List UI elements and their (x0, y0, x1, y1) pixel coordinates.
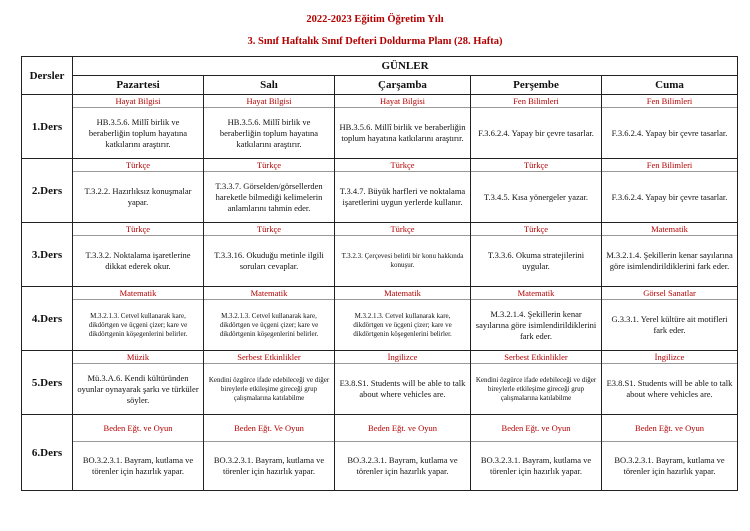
plan-cell (73, 287, 204, 351)
plan-cell (602, 95, 738, 159)
subject-label: Beden Eğt. Ve Oyun (204, 415, 334, 442)
subject-label: Hayat Bilgisi (73, 95, 203, 108)
outcome-text: T.3.4.7. Büyük harfleri ve noktalama işaretlerini uygun yerlerde kullanır. (339, 186, 466, 207)
plan-cell (204, 351, 335, 415)
plan-title: 3. Sınıf Haftalık Sınıf Defteri Doldurma Planı (28. Hafta) (247, 36, 503, 47)
day-header-wednesday: Çarşamba (335, 76, 471, 95)
subject-label: İngilizce (602, 351, 737, 364)
plan-cell (204, 223, 335, 287)
outcome-text: F.3.6.2.4. Yapay bir çevre tasarlar. (478, 127, 594, 138)
day-header-thursday: Perşembe (471, 76, 602, 95)
plan-cell (335, 287, 471, 351)
plan-cell (73, 223, 204, 287)
plan-cell (73, 351, 204, 415)
subject-label: Türkçe (204, 159, 334, 172)
subject-label: Serbest Etkinlikler (204, 351, 334, 364)
plan-cell (204, 287, 335, 351)
subject-label: Matematik (335, 287, 470, 300)
lesson-row (22, 223, 738, 287)
subject-label: Fen Bilimleri (471, 95, 601, 108)
outcome-text: E3.8.S1. Students will be able to talk about where vehicles are. (606, 378, 733, 399)
subject-label: Müzik (73, 351, 203, 364)
plan-cell (335, 351, 471, 415)
subject-label: Matematik (73, 287, 203, 300)
outcome-text: T.3.3.7. Görselden/görsellerden hareketle bilmediği kelimelerin anlamlarını tahmin eder. (215, 180, 323, 213)
plan-cell (471, 95, 602, 159)
lessons-header: Dersler (22, 57, 73, 95)
lesson-row (22, 351, 738, 415)
subject-label: Türkçe (335, 223, 470, 236)
plan-cell (602, 415, 738, 491)
lesson-row (22, 287, 738, 351)
outcome-text: M.3.2.1.3. Cetvel kullanarak kare, dikdörtgen ve üçgeni çizer; kare ve dikdörtgenin köşegenlerini belirler. (219, 311, 319, 338)
outcome-text: Mü.3.A.6. Kendi kültüründen oyunlar oynayarak şarkı ve türküler söyler. (77, 372, 199, 405)
plan-cell (73, 159, 204, 223)
plan-cell (204, 95, 335, 159)
subject-label: Matematik (204, 287, 334, 300)
plan-cell (471, 159, 602, 223)
outcome-text: BO.3.2.3.1. Bayram, kutlama ve törenler için hazırlık yapar. (614, 455, 725, 476)
plan-body (22, 95, 738, 491)
outcome-text: F.3.6.2.4. Yapay bir çevre tasarlar. (611, 127, 728, 138)
subject-label: Fen Bilimleri (602, 95, 737, 108)
days-header: GÜNLER (73, 57, 738, 76)
outcome-text: M.3.2.1.3. Cetvel kullanarak kare, dikdörtgen ve üçgeni çizer; kare ve dikdörtgenin köşegenlerini belirler. (353, 311, 452, 338)
outcome-text: M.3.2.1.4. Şekillerin kenar sayılarına göre isimlendirildiklerini fark eder. (606, 250, 733, 271)
lesson-label: 4.Ders (22, 287, 73, 351)
outcome-text: HB.3.5.6. Millî birlik ve beraberliğin toplum hayatına katkılarını araştırır. (219, 116, 319, 149)
plan-cell (471, 287, 602, 351)
subject-label: Türkçe (471, 159, 601, 172)
outcome-text: BO.3.2.3.1. Bayram, kutlama ve törenler için hazırlık yapar. (347, 455, 458, 476)
plan-cell (602, 159, 738, 223)
lesson-label: 6.Ders (22, 415, 73, 491)
outcome-text: Kendini özgürce ifade edebileceği ve diğer bireylerle etkileşime gireceği grup çalışmalarına katılabilme (475, 375, 597, 402)
subject-label: Beden Eğt. ve Oyun (471, 415, 601, 442)
year-title: 2022-2023 Eğitim Öğretim Yılı (306, 14, 444, 25)
outcome-text: T.3.3.2. Noktalama işaretlerine dikkat ederek okur. (85, 250, 191, 271)
plan-cell (471, 223, 602, 287)
outcome-text: E3.8.S1. Students will be able to talk about where vehicles are. (339, 378, 466, 399)
day-header-tuesday: Salı (204, 76, 335, 95)
outcome-text: T.3.4.5. Kısa yönergeler yazar. (483, 191, 588, 202)
outcome-text: T.3.3.16. Okuduğu metinle ilgili soruları cevaplar. (214, 250, 324, 271)
plan-cell (73, 415, 204, 491)
outcome-text: HB.3.5.6. Millî birlik ve beraberliğin toplum hayatına katkılarını araştırır. (339, 122, 466, 143)
plan-cell (335, 159, 471, 223)
outcome-text: F.3.6.2.4. Yapay bir çevre tasarlar. (611, 191, 728, 202)
weekly-plan-table (21, 56, 738, 491)
outcome-text: Kendini özgürce ifade edebileceği ve diğer bireylerle etkileşime gireceği grup çalışmalarına katılabilme (208, 375, 330, 402)
plan-cell (335, 95, 471, 159)
subject-label: Beden Eğt. ve Oyun (73, 415, 203, 442)
subject-label: Hayat Bilgisi (204, 95, 334, 108)
outcome-text: BO.3.2.3.1. Bayram, kutlama ve törenler için hazırlık yapar. (82, 455, 194, 476)
lesson-label: 1.Ders (22, 95, 73, 159)
outcome-text: M.3.2.1.3. Cetvel kullanarak kare, dikdörtgen ve üçgeni çizer; kare ve dikdörtgenin köşegenlerini belirler. (88, 311, 188, 338)
subject-label: Matematik (471, 287, 601, 300)
subject-label: Türkçe (471, 223, 601, 236)
outcome-text: HB.3.5.6. Millî birlik ve beraberliğin toplum hayatına katkılarını araştırır. (88, 116, 188, 149)
outcome-text: BO.3.2.3.1. Bayram, kutlama ve törenler için hazırlık yapar. (480, 455, 592, 476)
plan-cell (204, 159, 335, 223)
plan-cell (602, 223, 738, 287)
subject-label: Fen Bilimleri (602, 159, 737, 172)
lesson-row (22, 415, 738, 491)
subject-label: Türkçe (73, 159, 203, 172)
plan-cell (335, 415, 471, 491)
outcome-text: T.3.3.6. Okuma stratejilerini uygular. (487, 250, 585, 271)
outcome-text: G.3.3.1. Yerel kültüre ait motifleri fark eder. (611, 314, 728, 335)
day-header-monday: Pazartesi (73, 76, 204, 95)
plan-cell (602, 287, 738, 351)
lesson-label: 2.Ders (22, 159, 73, 223)
subject-label: Matematik (602, 223, 737, 236)
plan-cell (471, 415, 602, 491)
lesson-label: 3.Ders (22, 223, 73, 287)
plan-cell (204, 415, 335, 491)
lesson-row (22, 95, 738, 159)
subject-label: Beden Eğt. ve Oyun (335, 415, 470, 442)
outcome-text: T.3.2.3. Çerçevesi belirli bir konu hakkında konuşur. (341, 252, 464, 269)
plan-cell (335, 223, 471, 287)
outcome-text: T.3.2.2. Hazırlıksız konuşmalar yapar. (84, 186, 192, 207)
subject-label: Türkçe (204, 223, 334, 236)
subject-label: İngilizce (335, 351, 470, 364)
subject-label: Serbest Etkinlikler (471, 351, 601, 364)
day-header-friday: Cuma (602, 76, 738, 95)
lesson-label: 5.Ders (22, 351, 73, 415)
plan-cell (602, 351, 738, 415)
subject-label: Görsel Sanatlar (602, 287, 737, 300)
outcome-text: BO.3.2.3.1. Bayram, kutlama ve törenler için hazırlık yapar. (213, 455, 325, 476)
plan-cell (471, 351, 602, 415)
outcome-text: M.3.2.1.4. Şekillerin kenar sayılarına göre isimlendirildiklerini fark eder. (475, 308, 597, 341)
subject-label: Türkçe (335, 159, 470, 172)
subject-label: Hayat Bilgisi (335, 95, 470, 108)
subject-label: Beden Eğt. ve Oyun (602, 415, 737, 442)
lesson-row (22, 159, 738, 223)
subject-label: Türkçe (73, 223, 203, 236)
plan-cell (73, 95, 204, 159)
